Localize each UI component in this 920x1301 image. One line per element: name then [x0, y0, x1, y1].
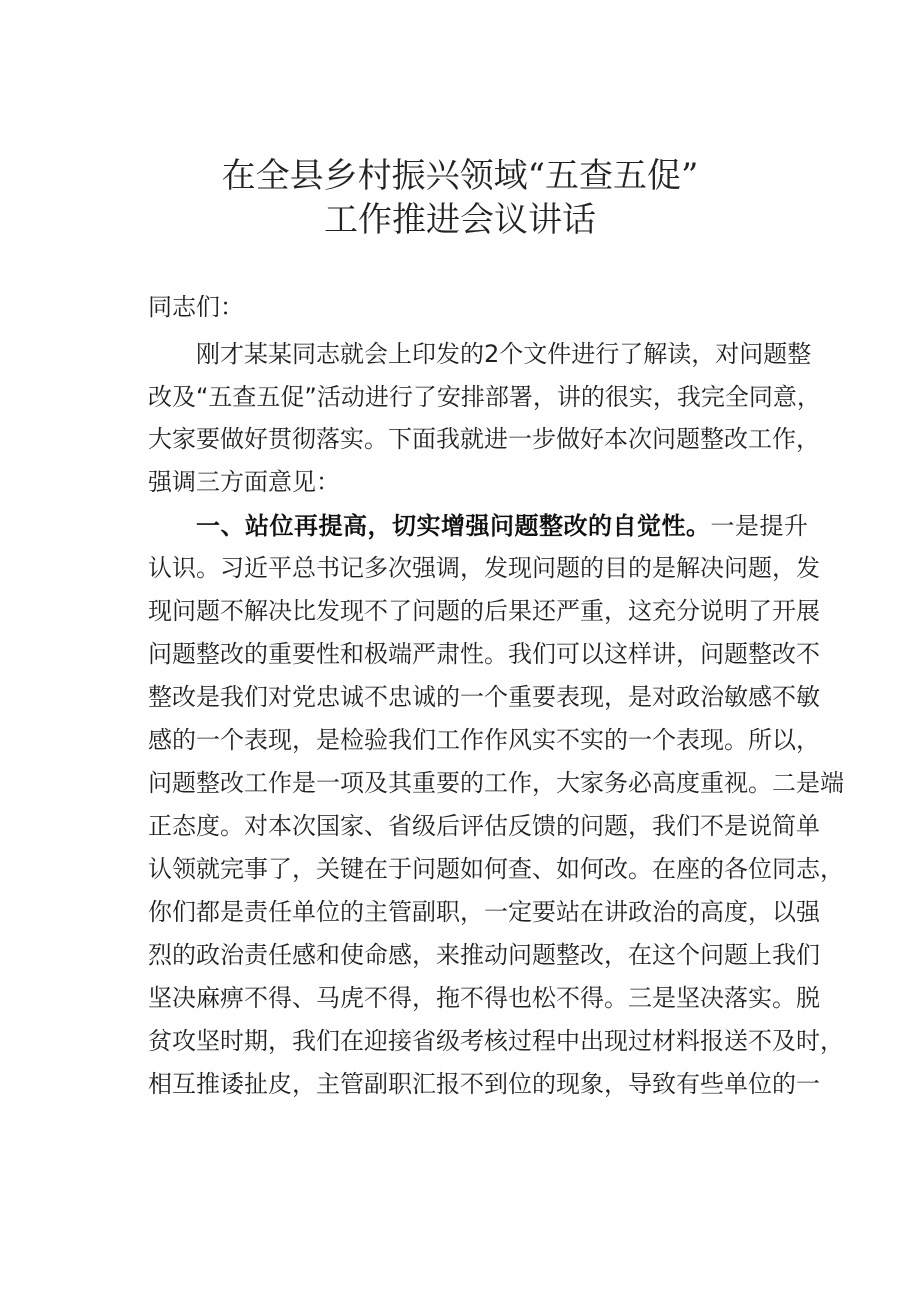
paragraph-line: 你们都是责任单位的主管副职，一定要站在讲政治的高度，以强 — [148, 898, 820, 926]
paragraph-line: 感的一个表现，是检验我们工作作风实不实的一个表现。所以， — [148, 726, 820, 754]
paragraph-line: 大家要做好贯彻落实。下面我就进一步做好本次问题整改工作， — [148, 425, 820, 453]
paragraph-line: 正态度。对本次国家、省级后评估反馈的问题，我们不是说简单 — [148, 812, 820, 840]
paragraph-line: 烈的政治责任感和使命感，来推动问题整改，在这个问题上我们 — [148, 941, 820, 969]
paragraph-line: 现问题不解决比发现不了问题的后果还严重，这充分说明了开展 — [148, 597, 820, 625]
section-heading-line — [196, 511, 808, 541]
paragraph-line: 认识。习近平总书记多次强调，发现问题的目的是解决问题，发 — [148, 554, 820, 582]
paragraph-line: 强调三方面意见： — [148, 468, 340, 496]
paragraph-line: 问题整改的重要性和极端严肃性。我们可以这样讲，问题整改不 — [148, 640, 820, 668]
paragraph-line: 贫攻坚时期，我们在迎接省级考核过程中出现过材料报送不及时， — [148, 1027, 844, 1055]
title-line-1: 在全县乡村振兴领域“五查五促” — [221, 156, 699, 196]
paragraph-line: 相互推诿扯皮，主管副职汇报不到位的现象，导致有些单位的一 — [148, 1070, 820, 1098]
paragraph-line: 坚决麻痹不得、马虎不得，拖不得也松不得。三是坚决落实。脱 — [148, 984, 820, 1012]
section-heading: 一、站位再提高，切实增强问题整改的自觉性。 — [196, 512, 711, 540]
section-heading-continuation: 一是提升 — [710, 512, 808, 540]
salutation: 同志们： — [148, 293, 244, 321]
paragraph-line: 刚才某某同志就会上印发的2个文件进行了解读，对问题整 — [196, 340, 812, 368]
title-line-2: 工作推进会议讲话 — [324, 200, 596, 240]
paragraph-line: 整改是我们对党忠诚不忠诚的一个重要表现，是对政治敏感不敏 — [148, 683, 820, 711]
paragraph-line: 问题整改工作是一项及其重要的工作，大家务必高度重视。二是端 — [148, 769, 844, 797]
paragraph-line: 认领就完事了，关键在于问题如何查、如何改。在座的各位同志， — [148, 855, 844, 883]
paragraph-line: 改及“五查五促”活动进行了安排部署，讲的很实，我完全同意， — [148, 383, 821, 411]
